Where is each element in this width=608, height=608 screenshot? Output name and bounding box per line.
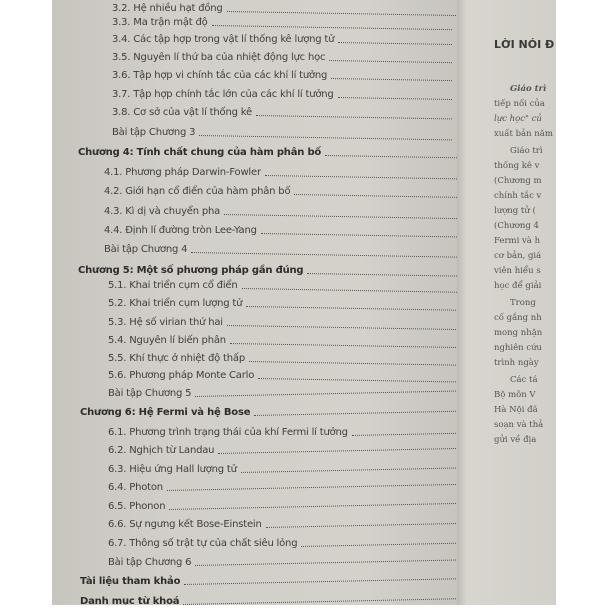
preface-text-line: soạn và thả xyxy=(494,420,544,430)
toc-entry-label: 6.4. Photon xyxy=(108,482,163,493)
toc-dot-leader xyxy=(352,433,462,436)
toc-chapter-entry xyxy=(78,262,457,276)
toc-dot-leader xyxy=(249,361,460,366)
toc-entry-label: 4.4. Định lí đường tròn Lee-Yang xyxy=(104,225,257,236)
toc-entry-label: 3.3. Ma trận mật độ xyxy=(112,17,208,28)
toc-dot-leader xyxy=(338,97,452,100)
toc-dot-leader xyxy=(331,78,452,81)
toc-section-entry xyxy=(108,535,462,549)
toc-section-entry xyxy=(112,86,452,100)
toc-entry-label: 3.4. Các tập hợp trong vật lí thống kê lượng tử xyxy=(112,34,335,45)
toc-entry-label: Bài tập Chương 3 xyxy=(112,127,196,138)
table-of-contents-page xyxy=(52,0,464,605)
toc-dot-leader xyxy=(241,467,462,473)
toc-dot-leader xyxy=(227,325,460,330)
toc-chapter-entry xyxy=(80,573,462,587)
toc-exercise-entry xyxy=(108,385,460,399)
toc-entry-label: Danh mục từ khoá xyxy=(80,596,180,605)
toc-exercise-entry xyxy=(108,554,462,568)
toc-entry-label: Bài tập Chương 5 xyxy=(108,388,192,399)
preface-text-line: học để giải xyxy=(494,281,542,291)
preface-text-line: Bộ môn V xyxy=(494,390,536,400)
toc-dot-leader xyxy=(224,214,457,219)
toc-entry-label: 3.5. Nguyên lí thứ ba của nhiệt động lực học xyxy=(112,52,326,63)
toc-entry-label: 5.5. Khí thực ở nhiệt độ thấp xyxy=(108,353,245,364)
toc-entry-label: Chương 5: Một số phương pháp gần đúng xyxy=(78,265,304,276)
toc-entry-label: Chương 6: Hệ Fermi và hệ Bose xyxy=(80,407,251,418)
toc-dot-leader xyxy=(195,559,462,566)
toc-entry-label: 4.2. Giới hạn cổ điển của hàm phân bố xyxy=(104,186,291,197)
preface-text-line: cố gắng nh xyxy=(494,313,542,323)
toc-section-entry xyxy=(108,314,460,328)
toc-section-entry xyxy=(108,424,462,438)
toc-entry-label: 6.5. Phonon xyxy=(108,501,166,512)
toc-dot-leader xyxy=(329,60,452,63)
toc-dot-leader xyxy=(266,523,462,528)
preface-text-line: Fermi và h xyxy=(494,236,541,246)
toc-entry-label: 6.1. Phương trình trạng thái của khí Fermi lí tưởng xyxy=(108,427,348,438)
preface-text-line: Giáo trì xyxy=(510,84,547,94)
toc-section-entry xyxy=(108,516,462,530)
toc-exercise-entry xyxy=(112,124,452,138)
toc-entry-label: 5.2. Khai triển cụm lượng tử xyxy=(108,298,243,309)
toc-dot-leader xyxy=(184,578,462,585)
toc-dot-leader xyxy=(256,115,452,119)
toc-dot-leader xyxy=(167,484,462,491)
toc-entry-label: 6.2. Nghịch từ Landau xyxy=(108,445,215,456)
toc-section-entry xyxy=(108,461,462,475)
toc-dot-leader xyxy=(261,233,457,237)
toc-entry-label: Tài liệu tham khảo xyxy=(80,576,181,587)
toc-entry-label: 5.6. Phương pháp Monte Carlo xyxy=(108,370,255,381)
preface-text-line: trình ngày xyxy=(494,358,539,368)
toc-dot-leader xyxy=(254,411,462,416)
toc-entry-label: 6.6. Sự ngưng kết Bose-Einstein xyxy=(108,519,262,530)
preface-text-line: lượng tử ( xyxy=(494,206,536,216)
preface-text-line: mong nhận xyxy=(494,328,543,338)
toc-entry-label: 6.7. Thông số trật tự của chất siêu lỏng xyxy=(108,538,298,549)
preface-text-line: (Chương 4 xyxy=(494,221,539,231)
toc-section-entry xyxy=(108,479,462,493)
book-photo xyxy=(52,0,556,605)
toc-chapter-entry xyxy=(78,144,457,158)
toc-section-entry xyxy=(112,49,452,63)
toc-entry-label: 3.7. Tập hợp chính tắc lớn của các khí lí tưởng xyxy=(112,89,334,100)
preface-text-line: (Chương m xyxy=(494,176,542,186)
toc-dot-leader xyxy=(294,194,457,198)
toc-section-entry xyxy=(108,295,460,309)
preface-text-line: thống kê v xyxy=(494,161,540,171)
toc-section-entry xyxy=(104,203,457,217)
toc-entry-label: 5.4. Nguyên lí biến phân xyxy=(108,335,226,346)
toc-dot-leader xyxy=(212,25,452,30)
toc-entry-label: 3.2. Hệ nhiều hạt đồng xyxy=(112,3,223,14)
toc-dot-leader xyxy=(258,378,460,383)
preface-text-line: Giáo trì xyxy=(510,146,543,156)
preface-text-line: gửi về địa xyxy=(494,435,537,445)
preface-text-line: tiếp nối của xyxy=(494,99,545,109)
toc-section-entry xyxy=(104,222,457,236)
toc-section-entry xyxy=(112,67,452,81)
toc-dot-leader xyxy=(241,288,459,293)
toc-dot-leader xyxy=(183,598,462,605)
preface-text-line: Hà Nội đã xyxy=(494,405,538,415)
preface-text-line: nghiên cứu xyxy=(494,343,543,353)
toc-dot-leader xyxy=(301,543,462,547)
toc-dot-leader xyxy=(246,306,460,311)
toc-dot-leader xyxy=(325,155,457,158)
toc-entry-label: 3.6. Tập hợp vi chính tắc của các khí lí tưởng xyxy=(112,70,328,81)
toc-dot-leader xyxy=(265,175,457,179)
preface-text-line: lực học" củ xyxy=(494,114,542,124)
toc-section-entry xyxy=(112,31,452,45)
toc-entry-label: 3.8. Cơ sở của vật lí thống kê xyxy=(112,107,252,118)
toc-dot-leader xyxy=(199,135,452,140)
preface-title: LỜI NÓI Đ xyxy=(494,38,555,51)
toc-entry-label: 4.3. Kì dị và chuyển pha xyxy=(104,206,221,217)
toc-chapter-entry xyxy=(80,593,462,605)
toc-dot-leader xyxy=(338,42,452,45)
toc-section-entry xyxy=(108,332,460,346)
toc-dot-leader xyxy=(195,390,460,397)
preface-text-line: viên hiểu s xyxy=(494,266,541,276)
preface-text-line: xuất bản năm xyxy=(494,129,553,139)
toc-section-entry xyxy=(112,0,464,14)
toc-chapter-entry xyxy=(80,404,462,418)
toc-entry-label: Chương 4: Tính chất chung của hàm phân bố xyxy=(78,147,322,158)
toc-section-entry xyxy=(104,183,457,197)
toc-entry-label: Bài tập Chương 4 xyxy=(104,244,188,255)
preface-text-line: Các tá xyxy=(510,375,538,385)
toc-section-entry xyxy=(108,350,460,364)
toc-section-entry xyxy=(112,14,452,28)
toc-entry-label: Bài tập Chương 6 xyxy=(108,557,192,568)
toc-entry-label: 5.3. Hệ số virian thứ hai xyxy=(108,317,223,328)
toc-entry-label: 6.3. Hiệu ứng Hall lượng tử xyxy=(108,464,237,475)
toc-dot-leader xyxy=(230,343,460,348)
toc-entry-label: 4.1. Phương pháp Darwin-Fowler xyxy=(104,167,261,178)
preface-text-line: Trong xyxy=(510,298,536,308)
toc-section-entry xyxy=(108,442,462,456)
preface-text-line: cơ bản, giá xyxy=(494,251,542,261)
toc-section-entry xyxy=(108,277,460,291)
toc-dot-leader xyxy=(191,252,457,258)
toc-section-entry xyxy=(108,367,460,381)
toc-exercise-entry xyxy=(104,241,457,255)
toc-section-entry xyxy=(112,104,452,118)
toc-section-entry xyxy=(108,498,462,512)
preface-text-line: chính tắc v xyxy=(494,191,542,201)
toc-entry-label: 5.1. Khai triển cụm cổ điển xyxy=(108,280,238,291)
toc-dot-leader xyxy=(169,503,462,510)
toc-section-entry xyxy=(104,164,457,178)
preface-page xyxy=(468,0,556,605)
toc-dot-leader xyxy=(218,448,462,454)
